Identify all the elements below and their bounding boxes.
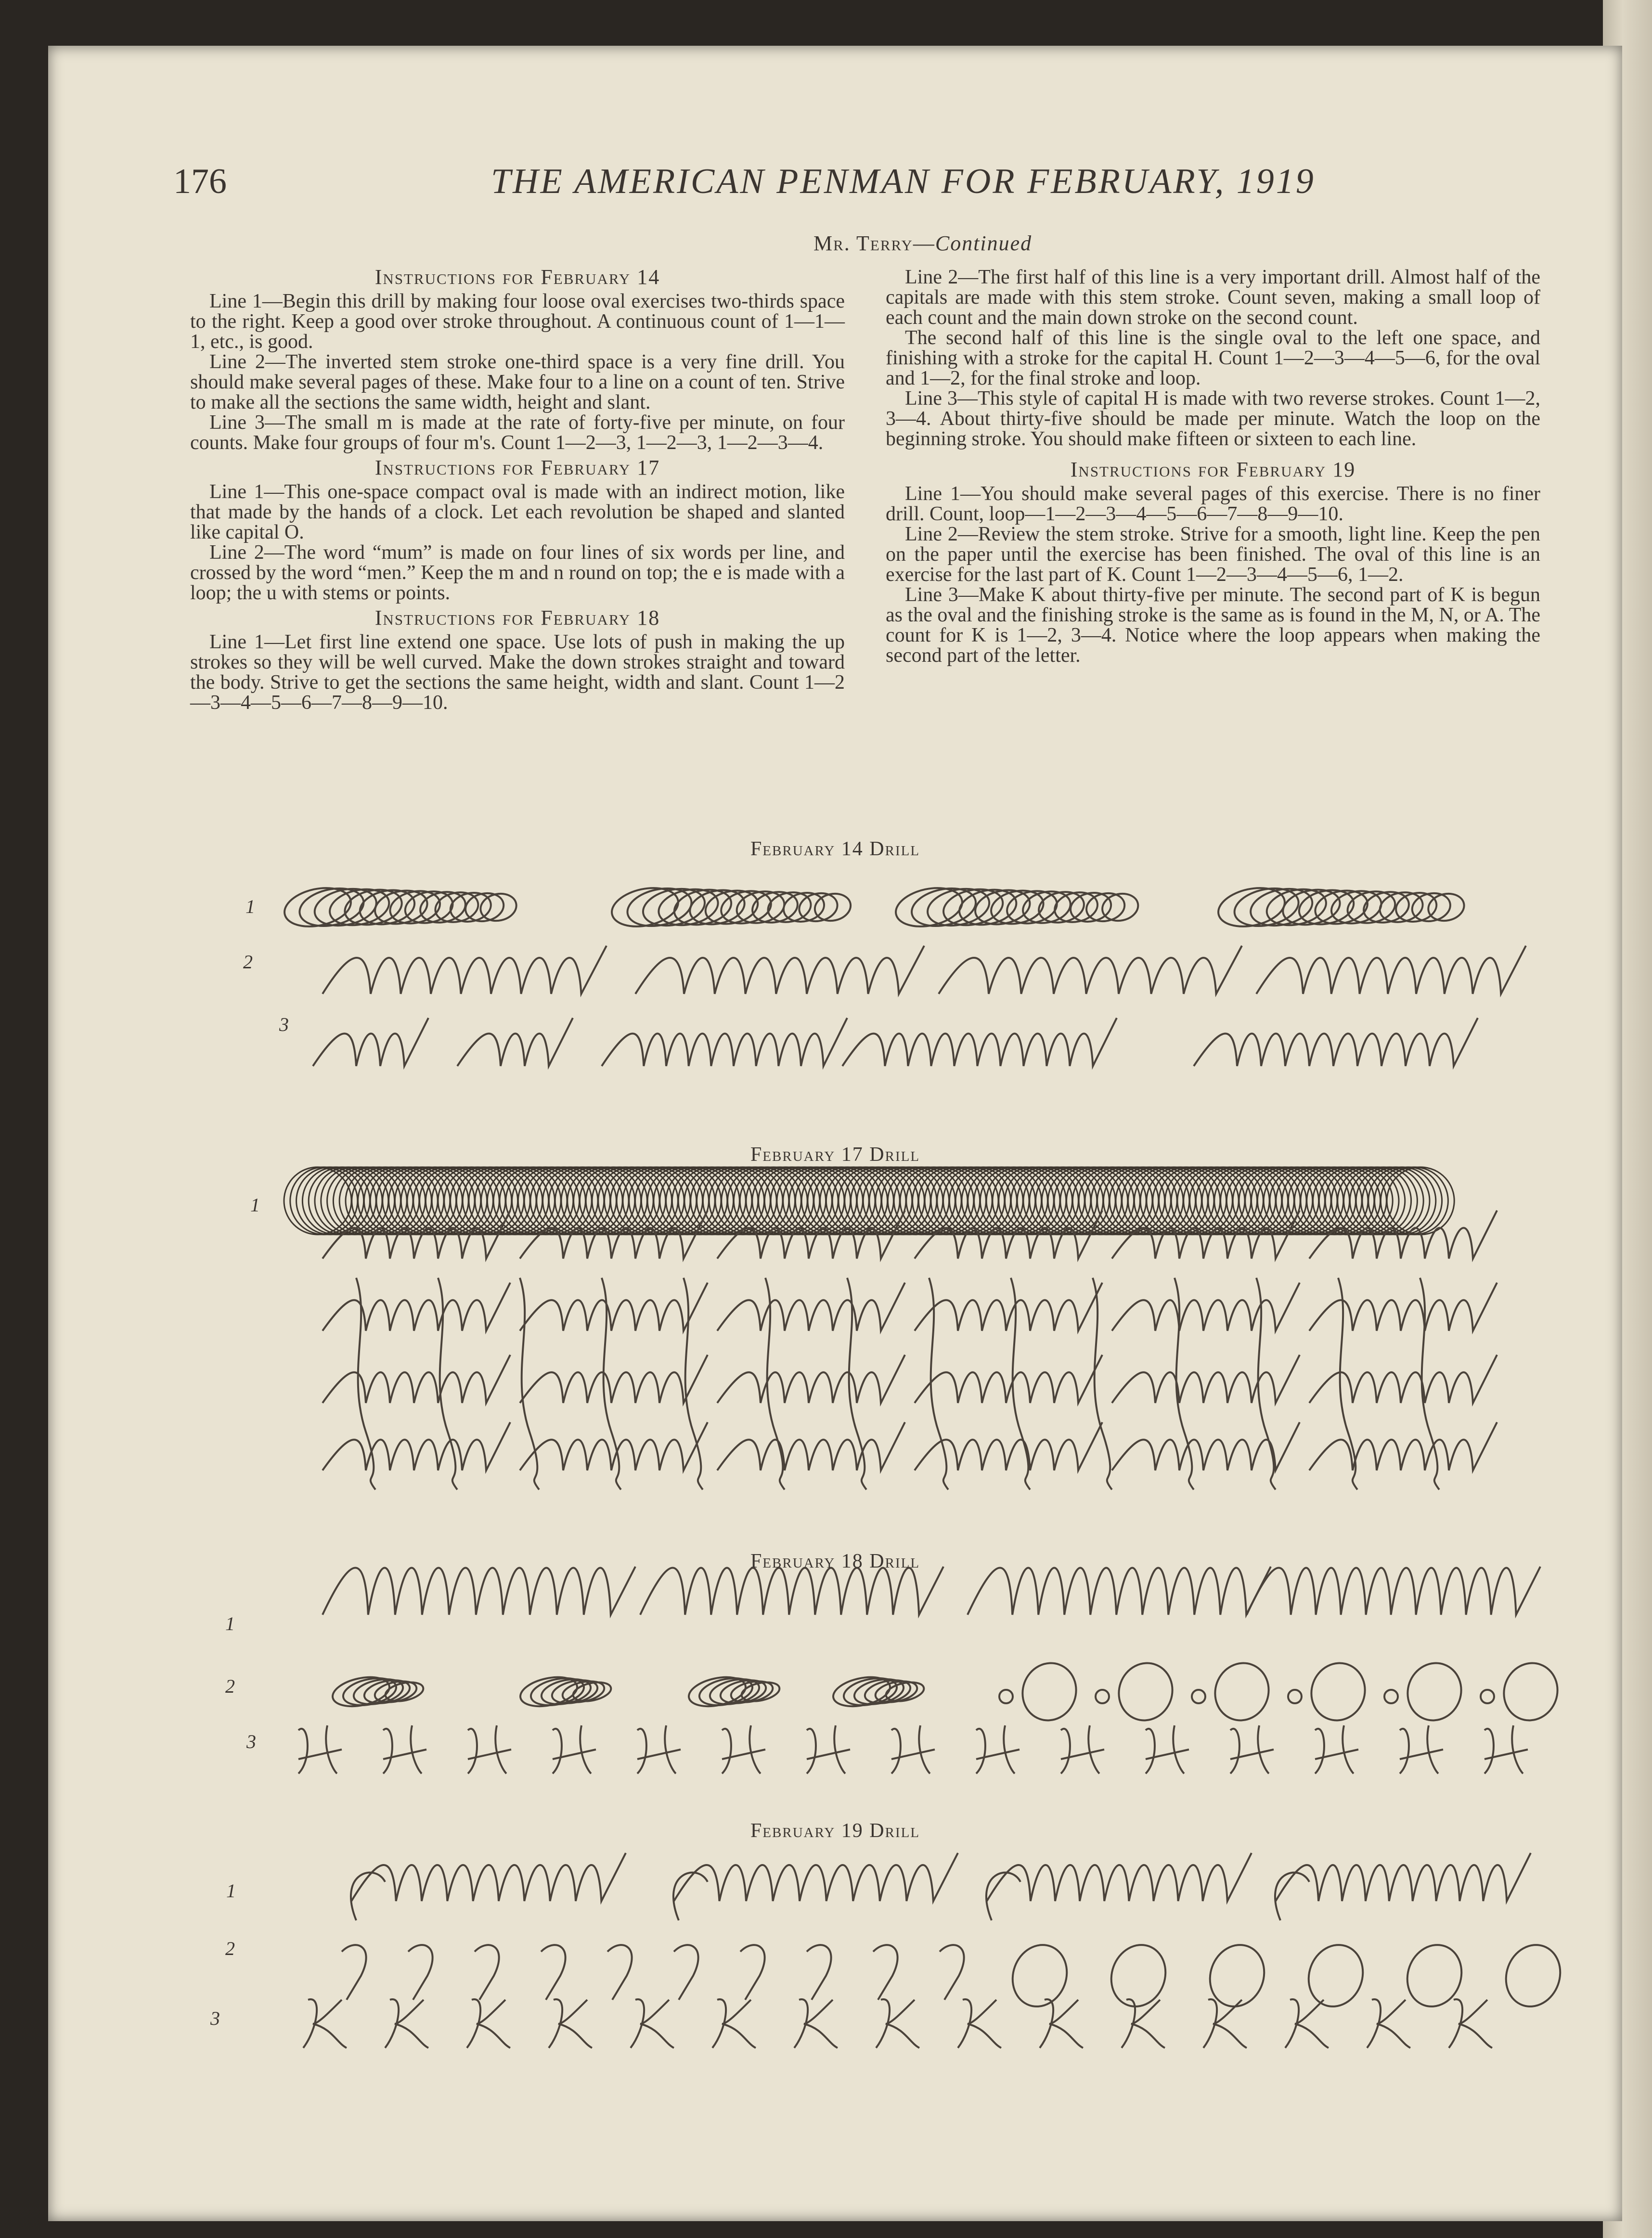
feb17-mum-words	[323, 1210, 1497, 1490]
feb14-ovals	[281, 882, 1467, 932]
running-title: THE AMERICAN PENMAN FOR FEBRUARY, 1919	[491, 162, 1316, 201]
paragraph: The second half of this line is the single oval to the left one space, and finishing with a stroke for the capital H. Count 1—2—3—4—5—6, for the oval and 1—2, for the final stroke and loop.	[886, 327, 1540, 389]
section-heading: Instructions for February 17	[374, 456, 660, 479]
line-number: 1	[225, 1613, 235, 1634]
line-number: 2	[243, 951, 253, 973]
line-number: 1	[226, 1880, 236, 1902]
section-heading: Instructions for February 19	[1070, 458, 1356, 481]
paragraph: Line 3—Make K about thirty-five per minute. The second part of K is begun as the oval and the finishing stroke is the same as is found in the M, N, or A. The count for K is 1—2, 3—4. Notice where the loop appears when making the second part of the letter.	[886, 584, 1540, 667]
drill-title-feb18: February 18 Drill	[750, 1550, 920, 1572]
line-number: 2	[225, 1938, 235, 1959]
paragraph: Line 2—Review the stem stroke. Strive for a smooth, light line. Keep the pen on the paper until the exercise has been finished. The oval of this line is an exercise for the last part of K. Count 1—2—3—4—5—6, 1—2.	[886, 523, 1540, 586]
paragraph: Line 1—You should make several pages of this exercise. There is no finer drill. Count, loop—1—2—3—4—5—6—7—8—9—10.	[886, 483, 1540, 525]
feb18-capital-h	[298, 1725, 1528, 1774]
byline-author: Mr. Terry—	[813, 232, 935, 255]
line-number: 2	[225, 1675, 235, 1697]
feb19-capital-k	[303, 1999, 1492, 2048]
paragraph: Line 2—The word “mum” is made on four lines of six words per line, and crossed by the word “men.” Keep the m and n round on top; the e is made with a loop; the u with stems or points.	[190, 541, 845, 604]
penmanship-drills-illustration	[48, 46, 1622, 2221]
section-heading: Instructions for February 14	[374, 265, 660, 289]
drill-title-feb14: February 14 Drill	[750, 838, 920, 860]
paragraph: Line 1—Let first line extend one space. Use lots of push in making the up strokes so they will be well curved. Make the down strokes straight and toward the body. Strive to get the sections the same height, width and slant. Count 1—2—3—4—5—6—7—8—9—10.	[190, 631, 845, 714]
line-number: 3	[210, 2007, 220, 2029]
feb18-push-pull	[323, 1567, 1540, 1615]
drill-title-feb17: February 17 Drill	[750, 1144, 920, 1166]
line-number: 1	[245, 896, 255, 917]
section-heading: Instructions for February 18	[374, 606, 660, 630]
byline-continued: Continued	[935, 232, 1032, 255]
paragraph: Line 3—This style of capital H is made with two reverse strokes. Count 1—2, 3—4. About thirty-five should be made per minute. Watch the loop on the beginning stroke. You should make fifteen or sixteen to each line.	[886, 387, 1540, 450]
feb19-stems-ovals	[342, 1937, 1569, 2014]
paragraph: Line 2—The first half of this line is a very important drill. Almost half of the capitals are made with this stem stroke. Count seven, making a small loop of each count and the main down stroke on the second count.	[886, 266, 1540, 329]
magazine-page	[48, 46, 1622, 2221]
paragraph: Line 1—This one-space compact oval is made with an indirect motion, like that made by the hands of a clock. Let each revolution be shaped and slanted like capital O.	[190, 481, 845, 543]
feb18-stems-ovals	[330, 1656, 1565, 1728]
feb19-loop-m	[351, 1853, 1531, 1920]
line-number: 1	[250, 1194, 260, 1216]
line-number: 3	[279, 1014, 289, 1035]
drill-title-feb19: February 19 Drill	[750, 1820, 920, 1842]
feb14-stems	[323, 946, 1526, 994]
paragraph: Line 2—The inverted stem stroke one-third space is a very fine drill. You should make several pages of these. Make four to a line on a count of ten. Strive to make all the sections the same width, height and slant.	[190, 351, 845, 413]
paragraph: Line 3—The small m is made at the rate of forty-five per minute, on four counts. Make four groups of four m's. Count 1—2—3, 1—2—3, 1—2—3—4.	[190, 412, 845, 454]
page-number: 176	[173, 162, 227, 201]
feb14-small-m	[313, 1018, 1478, 1066]
paragraph: Line 1—Begin this drill by making four loose oval exercises two-thirds space to the right. Keep a good over stroke throughout. A continuous count of 1—1—1, etc., is good.	[190, 290, 845, 353]
line-number: 3	[246, 1731, 256, 1752]
